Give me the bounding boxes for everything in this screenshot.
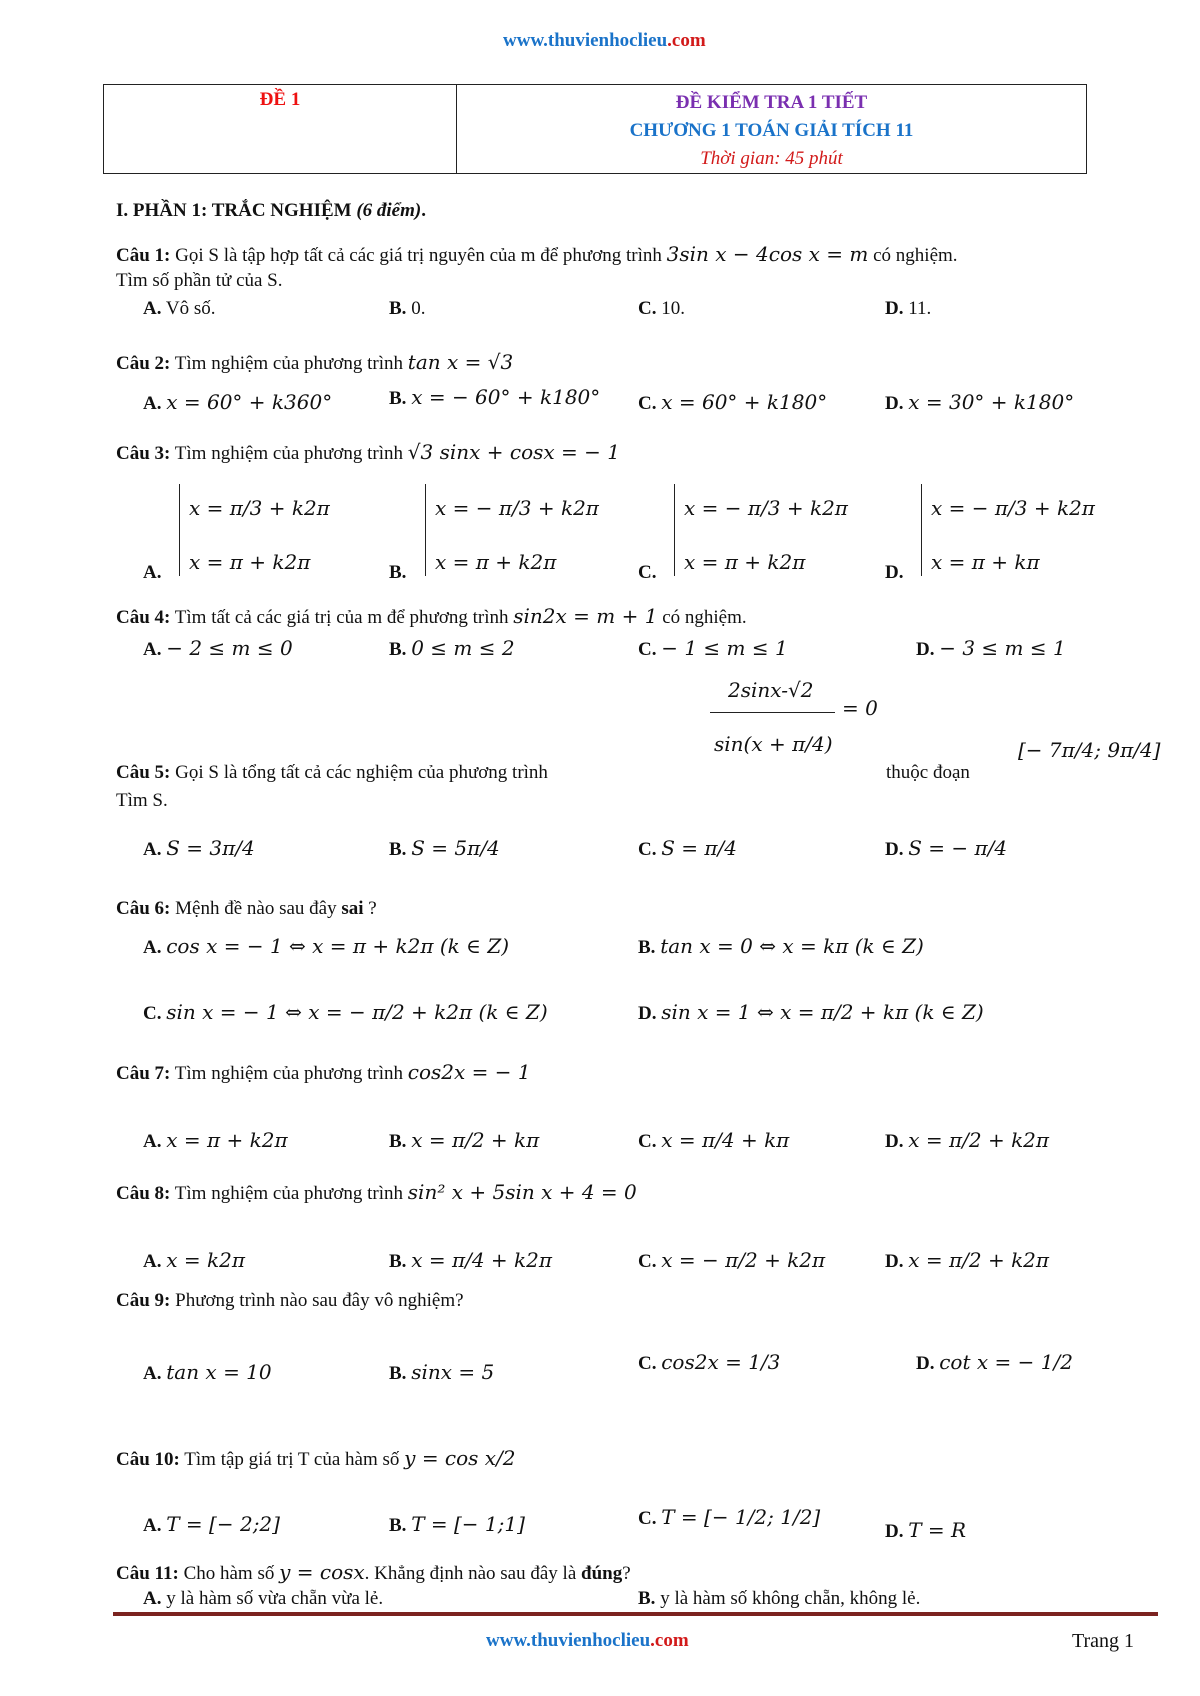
site-url-top[interactable]: [503, 30, 706, 52]
q11-option-a[interactable]: A. y là hàm số vừa chẵn vừa lẻ.: [143, 1588, 384, 1609]
question-7: Câu 7: Tìm nghiệm của phương trình cos2x = − 1: [116, 1060, 531, 1084]
question-5: Câu 5: Gọi S là tổng tất cả các nghiệm của phương trình: [116, 762, 548, 783]
q6-option-b[interactable]: B. tan x = 0 ⇔ x = kπ (k ∈ Z): [638, 934, 924, 958]
page-number: Trang 1: [1072, 1630, 1135, 1652]
q4-option-d[interactable]: D. − 3 ≤ m ≤ 1: [916, 636, 1066, 660]
question-2: Câu 2: Tìm nghiệm của phương trình tan x = √3: [116, 350, 514, 374]
q7-option-c[interactable]: C. x = π/4 + kπ: [638, 1128, 790, 1152]
q11-equation: y = cosx: [279, 1560, 365, 1584]
q8-option-b[interactable]: B. x = π/4 + k2π: [389, 1248, 553, 1272]
exam-title-cell: [457, 85, 1086, 173]
q7-option-d[interactable]: D. x = π/2 + k2π: [885, 1128, 1050, 1152]
q3-option-d[interactable]: D. x = − π/3 + k2π x = π + kπ: [885, 482, 1115, 582]
q4-equation: sin2x = m + 1: [513, 604, 658, 628]
exam-title: ĐỀ KIỂM TRA 1 TIẾT: [675, 92, 868, 113]
q9-option-b[interactable]: B. sinx = 5: [389, 1360, 495, 1384]
question-10: Câu 10: Tìm tập giá trị T của hàm số y = cos x/2: [116, 1446, 516, 1470]
q8-equation: sin² x + 5sin x + 4 = 0: [407, 1180, 637, 1204]
exam-code: ĐỀ 1: [259, 89, 301, 110]
q10-equation: y = cos x/2: [404, 1446, 516, 1470]
q8-option-a[interactable]: A. x = k2π: [143, 1248, 245, 1272]
q2-option-d[interactable]: D. x = 30° + k180°: [885, 390, 1075, 414]
q10-option-d[interactable]: D. T = R: [885, 1518, 967, 1542]
q5-interval: [− 7π/4; 9π/4]: [1018, 738, 1161, 762]
question-1-line2: Tìm số phần tử của S.: [116, 270, 283, 291]
exam-time: Thời gian: 45 phút: [700, 148, 843, 169]
q7-equation: cos2x = − 1: [407, 1060, 531, 1084]
question-4: Câu 4: Tìm tất cả các giá trị của m để phương trình sin2x = m + 1 có nghiệm.: [116, 604, 747, 628]
q2-equation: tan x = √3: [407, 350, 514, 374]
q5-option-a[interactable]: A. S = 3π/4: [143, 836, 255, 860]
site-url-main: www.thuvienhoclieu: [486, 1630, 651, 1651]
q8-option-d[interactable]: D. x = π/2 + k2π: [885, 1248, 1050, 1272]
q10-option-c[interactable]: C. T = [− 1/2; 1/2]: [638, 1505, 821, 1529]
q2-option-b[interactable]: B. x = − 60° + k180°: [389, 385, 601, 409]
site-url-tld: .com: [667, 30, 706, 51]
question-5-line2: Tìm S.: [116, 790, 168, 811]
exam-header-table: [103, 84, 1087, 174]
q5-option-b[interactable]: B. S = 5π/4: [389, 836, 500, 860]
q6-option-c[interactable]: C. sin x = − 1 ⇔ x = − π/2 + k2π (k ∈ Z): [143, 1000, 548, 1024]
q6-option-a[interactable]: A. cos x = − 1 ⇔ x = π + k2π (k ∈ Z): [143, 934, 510, 958]
question-8: Câu 8: Tìm nghiệm của phương trình sin² x + 5sin x + 4 = 0: [116, 1180, 637, 1204]
q7-option-b[interactable]: B. x = π/2 + kπ: [389, 1128, 540, 1152]
q1-option-a[interactable]: A. Vô số.: [143, 298, 216, 319]
question-9: Câu 9: Phương trình nào sau đây vô nghiệm?: [116, 1290, 464, 1311]
q3-equation: √3 sinx + cosx = − 1: [407, 440, 621, 464]
q5-interval-label: thuộc đoạn: [886, 762, 970, 783]
q1-option-b[interactable]: B. 0.: [389, 298, 426, 319]
q4-option-b[interactable]: B. 0 ≤ m ≤ 2: [389, 636, 515, 660]
question-1: Câu 1: Gọi S là tập hợp tất cả các giá trị nguyên của m để phương trình 3sin x − 4cos x = m có nghiệm.: [116, 242, 958, 266]
footer-divider: [113, 1612, 1158, 1616]
exam-subtitle: CHƯƠNG 1 TOÁN GIẢI TÍCH 11: [629, 120, 914, 141]
site-url-tld: .com: [650, 1630, 689, 1651]
q9-option-a[interactable]: A. tan x = 10: [143, 1360, 272, 1384]
question-6: Câu 6: Mệnh đề nào sau đây sai ?: [116, 898, 377, 919]
q5-equation: 2sinx-√2 sin(x + π/4) = 0: [710, 672, 890, 782]
question-11: Câu 11: Cho hàm số y = cosx. Khẳng định nào sau đây là đúng?: [116, 1560, 631, 1584]
q4-option-a[interactable]: A. − 2 ≤ m ≤ 0: [143, 636, 293, 660]
q8-option-c[interactable]: C. x = − π/2 + k2π: [638, 1248, 826, 1272]
q4-option-c[interactable]: C. − 1 ≤ m ≤ 1: [638, 636, 788, 660]
q6-option-d[interactable]: D. sin x = 1 ⇔ x = π/2 + kπ (k ∈ Z): [638, 1000, 984, 1024]
site-url-bottom[interactable]: [486, 1630, 689, 1652]
q3-option-b[interactable]: B. x = − π/3 + k2π x = π + k2π: [389, 482, 619, 582]
question-3: Câu 3: Tìm nghiệm của phương trình √3 sinx + cosx = − 1: [116, 440, 621, 464]
q5-option-c[interactable]: C. S = π/4: [638, 836, 738, 860]
q5-option-d[interactable]: D. S = − π/4: [885, 836, 1008, 860]
q9-option-c[interactable]: C. cos2x = 1/3: [638, 1350, 781, 1374]
q2-option-c[interactable]: C. x = 60° + k180°: [638, 390, 828, 414]
q1-option-c[interactable]: C. 10.: [638, 298, 685, 319]
section-title: I. PHẦN 1: TRẮC NGHIỆM (6 điểm).: [116, 200, 426, 221]
q1-equation: 3sin x − 4cos x = m: [666, 242, 869, 266]
q1-option-d[interactable]: D. 11.: [885, 298, 932, 319]
q7-option-a[interactable]: A. x = π + k2π: [143, 1128, 288, 1152]
q9-option-d[interactable]: D. cot x = − 1/2: [916, 1350, 1073, 1374]
exam-code-cell: [104, 85, 457, 173]
q10-option-b[interactable]: B. T = [− 1;1]: [389, 1512, 525, 1536]
q11-option-b[interactable]: B. y là hàm số không chẵn, không lẻ.: [638, 1588, 921, 1609]
q10-option-a[interactable]: A. T = [− 2;2]: [143, 1512, 280, 1536]
q2-option-a[interactable]: A. x = 60° + k360°: [143, 390, 333, 414]
site-url-main: www.thuvienhoclieu: [503, 30, 668, 51]
q3-option-a[interactable]: A. x = π/3 + k2π x = π + k2π: [143, 482, 373, 582]
q3-option-c[interactable]: C. x = − π/3 + k2π x = π + k2π: [638, 482, 868, 582]
